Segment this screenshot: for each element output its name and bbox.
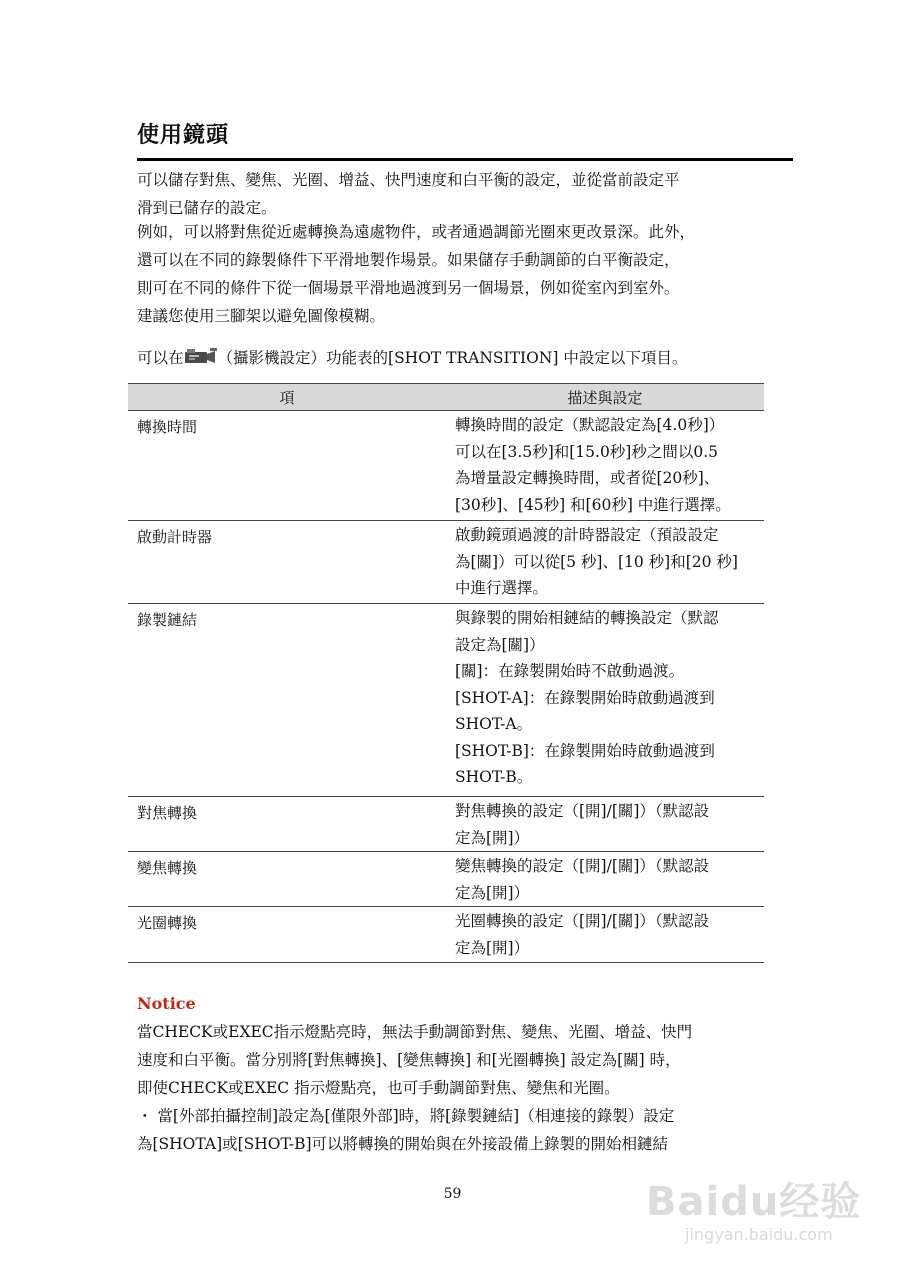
notice-paragraph xyxy=(137,1018,777,1158)
menu-instruction xyxy=(137,344,777,372)
table-row xyxy=(128,411,764,521)
example-line: 還可以在不同的錄製條件下平滑地製作場景。如果儲存手動調節的白平衡設定， xyxy=(137,251,680,269)
table-cell-description xyxy=(455,852,764,906)
intro-paragraph xyxy=(137,166,777,222)
intro-line: 滑到已儲存的設定。 xyxy=(137,199,277,217)
description-line: 設定為[關]） xyxy=(455,635,545,654)
page-number: 59 xyxy=(443,1186,462,1202)
table-row xyxy=(128,852,764,907)
description-line: 定為[開]） xyxy=(455,938,530,957)
notice-line: 為[SHOTA]或[SHOT-B]可以將轉換的開始與在外接設備上錄製的開始相鏈結 xyxy=(137,1135,669,1153)
menu-line-after: （攝影機設定）功能表的[SHOT TRANSITION] 中設定以下項目。 xyxy=(217,349,688,367)
table-row xyxy=(128,604,764,797)
table-cell-description xyxy=(455,797,764,851)
table-row xyxy=(128,907,764,963)
description-line: 光圈轉換的設定（[開]/[關]）（默認設 xyxy=(455,912,710,930)
description-line: 定為[開]） xyxy=(455,883,530,902)
description-line: [30秒]、[45秒] 和[60秒] 中進行選擇。 xyxy=(455,495,731,514)
description-line: 啟動鏡頭過渡的計時器設定（預設設定 xyxy=(455,526,719,544)
table-header-description: 描述與設定 xyxy=(567,388,643,407)
table-cell-description xyxy=(455,411,764,520)
menu-line-before: 可以在 xyxy=(137,349,184,367)
description-line: 定為[開]） xyxy=(455,828,530,847)
watermark-url: jingyan.baidu.com xyxy=(685,1225,833,1244)
table-cell-item: 變焦轉換 xyxy=(137,859,198,877)
description-line: 為[關]）可以從[5 秒]、[10 秒]和[20 秒] xyxy=(455,552,738,571)
table-row xyxy=(128,521,764,604)
baidu-watermark xyxy=(640,1150,880,1260)
description-line: 與錄製的開始相鏈結的轉換設定（默認 xyxy=(455,609,719,627)
settings-table xyxy=(128,383,764,963)
table-header-row xyxy=(128,383,764,411)
example-line: 例如，可以將對焦從近處轉換為遠處物件，或者通過調節光圈來更改景深。此外， xyxy=(137,223,696,241)
example-line: 建議您使用三腳架以避免圖像模糊。 xyxy=(137,307,386,325)
notice-line: ・ 當[外部拍攝控制]設定為[僅限外部]時，將[錄製鏈結]（相連接的錄製）設定 xyxy=(137,1107,675,1125)
heading-rule xyxy=(137,158,793,161)
camera-settings-icon xyxy=(184,346,218,364)
description-line: 轉換時間的設定（默認設定為[4.0秒]） xyxy=(455,416,725,434)
table-cell-description xyxy=(455,521,764,603)
table-header-item: 項 xyxy=(279,388,295,407)
table-cell-item: 啟動計時器 xyxy=(137,528,213,546)
description-line: SHOT-A。 xyxy=(455,715,533,733)
description-line: 可以在[3.5秒]和[15.0秒]秒之間以0.5 xyxy=(455,442,719,461)
table-row xyxy=(128,797,764,852)
table-cell-item: 光圈轉換 xyxy=(137,914,198,932)
example-paragraph xyxy=(137,218,777,330)
description-line: [SHOT-A]：在錄製開始時啟動過渡到 xyxy=(455,688,715,707)
description-line: 中進行選擇。 xyxy=(455,579,549,597)
table-cell-description xyxy=(455,604,764,796)
notice-line: 當CHECK或EXEC指示燈點亮時，無法手動調節對焦、變焦、光圈、增益、快門 xyxy=(137,1023,693,1041)
description-line: 為增量設定轉換時間，或者從[20秒]、 xyxy=(455,469,720,487)
table-cell-item: 轉換時間 xyxy=(137,418,198,436)
table-cell-item: 對焦轉換 xyxy=(137,804,198,822)
notice-line: 即使CHECK或EXEC 指示燈點亮，也可手動調節對焦、變焦和光圈。 xyxy=(137,1079,620,1097)
watermark-brand: Baidu经验 xyxy=(646,1179,862,1225)
description-line: [SHOT-B]：在錄製開始時啟動過渡到 xyxy=(455,741,715,760)
example-line: 則可在不同的條件下從一個場景平滑地過渡到另一個場景，例如從室內到室外。 xyxy=(137,279,680,297)
notice-title: Notice xyxy=(137,994,196,1013)
intro-line: 可以儲存對焦、變焦、光圈、增益、快門速度和白平衡的設定，並從當前設定平 xyxy=(137,171,680,189)
description-line: 對焦轉換的設定（[開]/[關]）（默認設 xyxy=(455,802,710,820)
notice-line: 速度和白平衡。當分別將[對焦轉換]、[變焦轉換] 和[光圈轉換] 設定為[關] 時， xyxy=(137,1051,681,1069)
table-cell-item: 錄製鏈結 xyxy=(137,611,198,629)
description-line: [關]：在錄製開始時不啟動過渡。 xyxy=(455,662,685,680)
description-line: 變焦轉換的設定（[開]/[關]）（默認設 xyxy=(455,857,710,875)
page-heading: 使用鏡頭 xyxy=(137,123,230,148)
description-line: SHOT-B。 xyxy=(455,768,533,786)
table-cell-description xyxy=(455,907,764,962)
